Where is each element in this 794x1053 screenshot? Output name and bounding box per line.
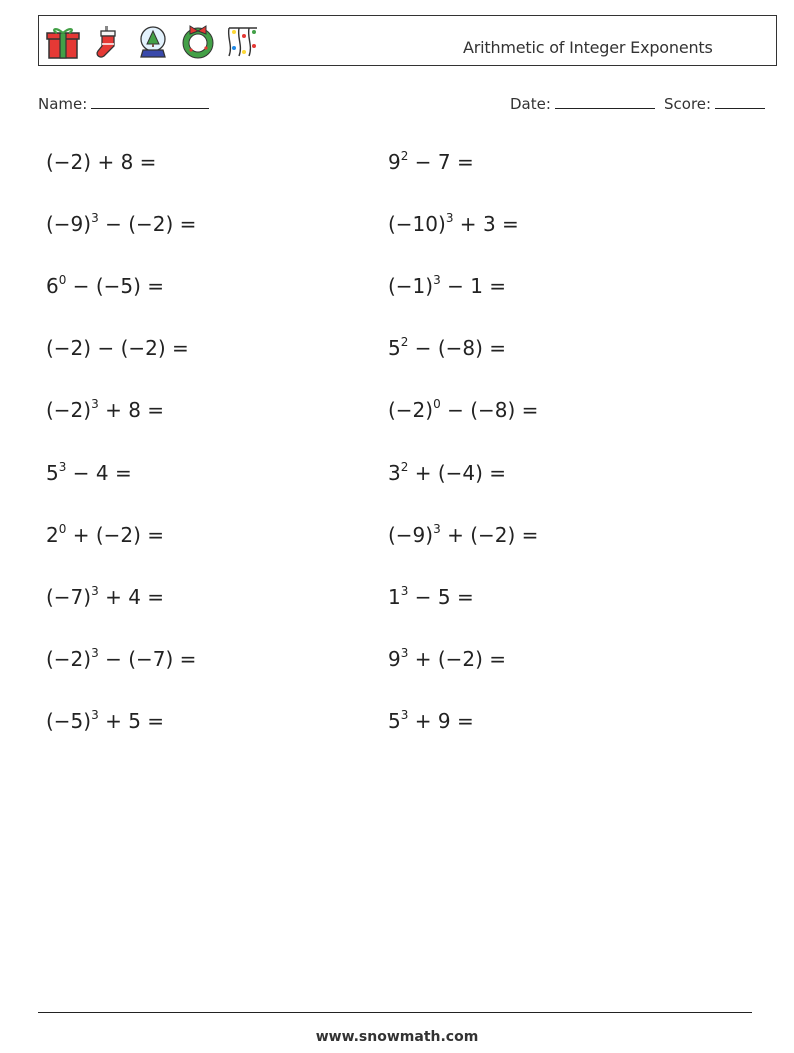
operator: + bbox=[66, 523, 96, 547]
term-base: (−2) bbox=[46, 647, 92, 671]
problem-left-4 bbox=[46, 336, 189, 360]
term-base: 7 bbox=[437, 150, 451, 174]
operator: + bbox=[91, 150, 121, 174]
date-blank[interactable] bbox=[555, 94, 655, 109]
problem-right-5 bbox=[388, 398, 538, 422]
equals-sign: = bbox=[165, 336, 189, 360]
problem-right-9 bbox=[388, 647, 506, 671]
footer-divider bbox=[38, 1012, 752, 1013]
problem-left-2 bbox=[46, 212, 196, 236]
term-base: (−2) bbox=[470, 523, 516, 547]
score-field[interactable] bbox=[664, 94, 765, 113]
term-base: 2 bbox=[46, 523, 59, 547]
equals-sign: = bbox=[515, 523, 539, 547]
worksheet-header bbox=[38, 15, 777, 66]
term-base: (−2) bbox=[128, 212, 174, 236]
term-base: 5 bbox=[388, 336, 401, 360]
stocking-icon bbox=[90, 24, 126, 60]
equals-sign: = bbox=[515, 398, 539, 422]
operator: − bbox=[66, 461, 96, 485]
equals-sign: = bbox=[482, 647, 507, 671]
footer-site: www.snowmath.com bbox=[315, 1029, 479, 1045]
term-exponent: 3 bbox=[91, 584, 99, 598]
term-exponent: 2 bbox=[400, 335, 409, 349]
term-exponent: 0 bbox=[58, 273, 67, 287]
operator: + bbox=[408, 461, 438, 485]
term-base: 1 bbox=[470, 274, 483, 298]
term-base: (−7) bbox=[46, 585, 92, 609]
equals-sign: = bbox=[133, 150, 157, 174]
equals-sign: = bbox=[450, 709, 474, 733]
operator: + bbox=[98, 398, 129, 422]
name-field[interactable] bbox=[38, 94, 209, 113]
name-label: Name: bbox=[38, 95, 88, 113]
problem-left-1 bbox=[46, 150, 156, 174]
operator: − bbox=[408, 336, 438, 360]
term-exponent: 3 bbox=[91, 708, 99, 722]
term-base: 8 bbox=[120, 150, 134, 174]
problem-right-4 bbox=[388, 336, 506, 360]
term-exponent: 3 bbox=[91, 211, 99, 225]
operator: + bbox=[98, 709, 129, 733]
problem-right-10 bbox=[388, 709, 474, 733]
term-exponent: 0 bbox=[58, 522, 67, 536]
term-base: (−2) bbox=[46, 398, 92, 422]
problem-right-1 bbox=[388, 150, 474, 174]
term-exponent: 3 bbox=[445, 211, 454, 225]
term-base: (−2) bbox=[46, 336, 92, 360]
score-blank[interactable] bbox=[715, 94, 765, 109]
term-base: 9 bbox=[388, 647, 401, 671]
equals-sign: = bbox=[450, 585, 474, 609]
term-base: 6 bbox=[46, 274, 59, 298]
gift-icon bbox=[45, 24, 81, 60]
term-exponent: 3 bbox=[58, 460, 67, 474]
operator: − bbox=[66, 274, 96, 298]
snow-globe-icon bbox=[135, 24, 171, 60]
date-field[interactable] bbox=[510, 94, 655, 113]
term-base: (−2) bbox=[46, 150, 92, 174]
string-lights-icon bbox=[225, 24, 261, 60]
term-base: (−9) bbox=[46, 212, 92, 236]
problem-right-3 bbox=[388, 274, 506, 298]
header-icons bbox=[45, 24, 261, 60]
term-base: (−10) bbox=[388, 212, 446, 236]
problem-left-9 bbox=[46, 647, 196, 671]
equals-sign: = bbox=[482, 336, 507, 360]
date-label: Date: bbox=[510, 95, 551, 113]
term-exponent: 2 bbox=[400, 149, 409, 163]
term-exponent: 3 bbox=[400, 708, 409, 722]
term-base: 5 bbox=[46, 461, 59, 485]
term-base: 5 bbox=[128, 709, 141, 733]
term-base: (−1) bbox=[388, 274, 434, 298]
term-base: 4 bbox=[128, 585, 141, 609]
equals-sign: = bbox=[140, 585, 165, 609]
term-base: (−2) bbox=[388, 398, 434, 422]
term-base: (−7) bbox=[128, 647, 174, 671]
problem-left-5 bbox=[46, 398, 164, 422]
equals-sign: = bbox=[173, 212, 197, 236]
term-base: 5 bbox=[437, 585, 451, 609]
equals-sign: = bbox=[140, 274, 165, 298]
operator: + bbox=[408, 647, 438, 671]
term-base: (−5) bbox=[95, 274, 141, 298]
problem-left-3 bbox=[46, 274, 164, 298]
equals-sign: = bbox=[482, 461, 507, 485]
problem-right-7 bbox=[388, 523, 538, 547]
wreath-icon bbox=[180, 24, 216, 60]
problem-left-7 bbox=[46, 523, 164, 547]
term-exponent: 0 bbox=[433, 397, 441, 411]
operator: − bbox=[440, 398, 471, 422]
operator: − bbox=[408, 150, 438, 174]
term-base: 3 bbox=[482, 212, 496, 236]
operator: − bbox=[91, 336, 121, 360]
operator: + bbox=[408, 709, 438, 733]
equals-sign: = bbox=[140, 398, 165, 422]
term-base: (−2) bbox=[95, 523, 141, 547]
operator: + bbox=[98, 585, 129, 609]
problem-left-10 bbox=[46, 709, 164, 733]
operator: − bbox=[408, 585, 438, 609]
term-exponent: 3 bbox=[400, 584, 409, 598]
term-exponent: 3 bbox=[400, 646, 409, 660]
term-exponent: 3 bbox=[433, 522, 441, 536]
equals-sign: = bbox=[140, 709, 165, 733]
worksheet-title: Arithmetic of Integer Exponents bbox=[463, 38, 713, 57]
term-base: 1 bbox=[388, 585, 401, 609]
operator: − bbox=[98, 647, 129, 671]
problem-left-8 bbox=[46, 585, 164, 609]
equals-sign: = bbox=[495, 212, 519, 236]
problem-right-6 bbox=[388, 461, 506, 485]
problem-right-2 bbox=[388, 212, 519, 236]
term-base: 8 bbox=[128, 398, 141, 422]
score-label: Score: bbox=[664, 95, 712, 113]
operator: − bbox=[98, 212, 129, 236]
equals-sign: = bbox=[173, 647, 197, 671]
problem-right-8 bbox=[388, 585, 474, 609]
term-base: (−2) bbox=[120, 336, 166, 360]
term-base: (−8) bbox=[470, 398, 516, 422]
term-base: 5 bbox=[388, 709, 401, 733]
term-base: 9 bbox=[437, 709, 451, 733]
term-base: (−8) bbox=[437, 336, 483, 360]
term-exponent: 3 bbox=[91, 397, 99, 411]
term-base: 4 bbox=[95, 461, 109, 485]
operator: + bbox=[453, 212, 483, 236]
equals-sign: = bbox=[140, 523, 165, 547]
term-exponent: 3 bbox=[433, 273, 441, 287]
term-exponent: 3 bbox=[91, 646, 99, 660]
term-base: 3 bbox=[388, 461, 401, 485]
name-blank[interactable] bbox=[91, 94, 209, 109]
equals-sign: = bbox=[482, 274, 507, 298]
operator: + bbox=[440, 523, 471, 547]
term-base: (−2) bbox=[437, 647, 483, 671]
term-base: 9 bbox=[388, 150, 401, 174]
equals-sign: = bbox=[108, 461, 132, 485]
term-base: (−9) bbox=[388, 523, 434, 547]
term-exponent: 2 bbox=[400, 460, 409, 474]
equals-sign: = bbox=[450, 150, 474, 174]
term-base: (−5) bbox=[46, 709, 92, 733]
problem-left-6 bbox=[46, 461, 132, 485]
operator: − bbox=[440, 274, 471, 298]
term-base: (−4) bbox=[437, 461, 483, 485]
